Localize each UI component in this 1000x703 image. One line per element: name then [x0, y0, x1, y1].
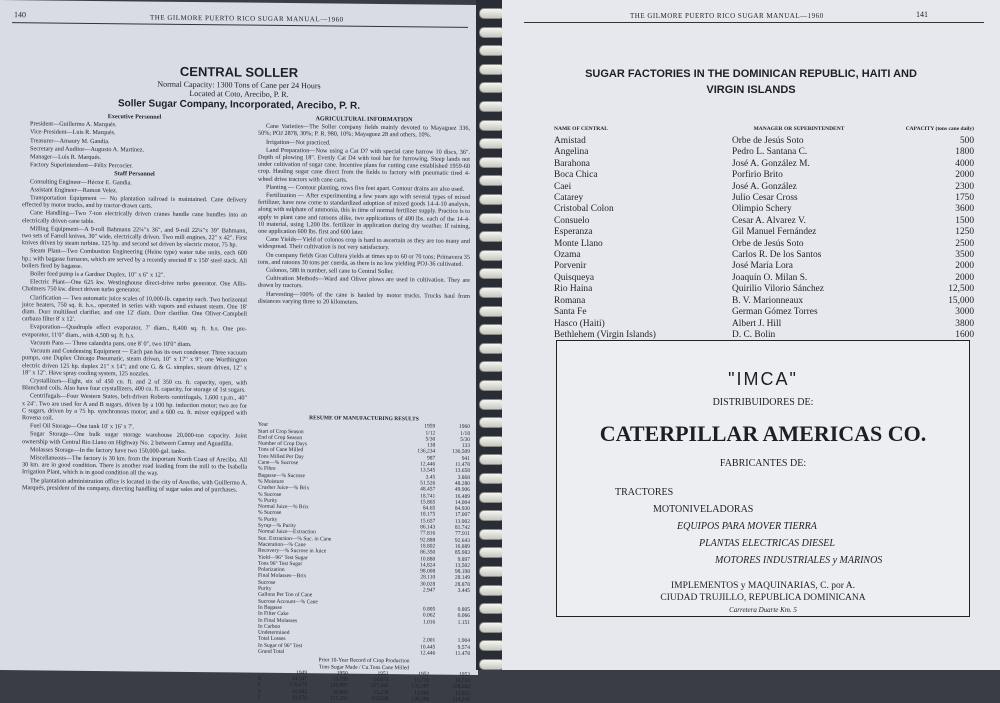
prior-record-cell: 93,076 [291, 695, 308, 702]
manufacturing-value: 92.643 [454, 537, 470, 544]
manufacturing-value: 77.816 [420, 530, 436, 537]
text-paragraph: Electric Plant—One 625 kw. Westinghouse direct-drive turbo generator. One Allis-Chalmers 750 kw. direct driven turbo generator. [22, 278, 247, 294]
manufacturing-value: 941 [461, 455, 470, 462]
text-paragraph: Cane Handling—Two 7-ton electrically driven cranes handle cane bundles into an electrically driven cane table. [22, 209, 247, 225]
text-paragraph: Harvesting—100% of the cane is hauled by motor trucks. Trucks haul from distances varying three to 20 kilometers. [258, 290, 470, 306]
prior-record-cell: C [258, 694, 262, 701]
prior-record-table [258, 670, 470, 703]
text-paragraph: Land Preparation—Now using a Cat D7 with special cane harrow 10 discs, 36". Depth of plowing 18". Evenly Cat D4 with tool bar for furrowing. Steep lands not under cultivation of sugar cane. Incentive plans for cutting cane established 1959-60 crop. Hauling sugar cane direct from the fields to factory with pneumatic tired 4-wheel drive tractors with cane carts. [258, 146, 470, 184]
manufacturing-label: % Moisture [258, 478, 284, 485]
manufacturing-value: 1960 [459, 424, 470, 431]
text-paragraph: Centrifugals—Four Western States, belt-driven Roberts centrifugals, 1,600 r.p.m., 40" x 24". Two are used for A and B sugars, driven by a 100 hp. induction motor; two are for C sugars, driven by a 75 hp. synchronous motor; and a 600 cu. ft. mixer equipped with Rovena coil. [22, 392, 247, 422]
factories-title-line1: SUGAR FACTORIES IN THE DOMINICAN REPUBLIC, HAITI AND [585, 68, 917, 80]
manufacturing-label: Tons Milled Per Day [258, 453, 304, 460]
central-capacity: Normal Capacity: 1300 Tons of Cane per 24 Hours [157, 79, 321, 91]
manufacturing-value: 85.983 [454, 549, 470, 557]
manufacturing-value: 1.016 [422, 618, 436, 626]
text-paragraph: Crystallizers—Eight, six of 450 cu. ft. and 2 of 350 cu. ft. capacity, open, with Blanchard coils. Also have four crystallizers, 400 cu. ft. capacity, for storage of 1st sugars. [22, 377, 247, 394]
factory-row [554, 239, 974, 250]
central-location: Located at Coto, Arecibo, P. R. [189, 88, 289, 100]
manufacturing-label: In Sugar of 96° Test [258, 642, 303, 649]
factory-capacity: 500 [959, 136, 974, 146]
text-paragraph: Boiler feed pump is a Gardner Duplex, 10" x 6" x 12". [30, 270, 165, 279]
prior-record-cell: 15,716 [414, 677, 430, 684]
factory-manager: Orbe de Jesús Soto [732, 136, 804, 146]
factory-row [554, 147, 974, 158]
factory-name: Angelina [554, 147, 589, 158]
text-paragraph: The plantation administration office is located in the city of Arecibo, with Guillermo A. Marqués, president of the company, directing handling of sugar sales and of purchases. [22, 476, 247, 494]
manufacturing-label: Crusher Juice—% Brix [258, 484, 310, 492]
manufacturing-label: Normal Juice—% Brix [258, 503, 309, 511]
text-paragraph: Evaporation—Quadruple effect evaporator, 7' diam., 8,400 sq. ft. h.s. One pre-evaporator, 11'0" diam., with 4,500 sq. ft. h.s. [22, 323, 247, 340]
right-page-number: 141 [916, 10, 928, 19]
prior-record-cell: 1951 [377, 670, 389, 677]
manufacturing-value: 1.151 [457, 619, 470, 626]
prior-record-cell: 130,398 [411, 696, 430, 703]
ad-address: Carretera Duarte Km. 5 [729, 606, 797, 614]
prior-record-cell: 108,063 [452, 684, 470, 691]
section-heading: Executive Personnel [107, 113, 162, 121]
factory-manager: Pedro L. Santana C. [732, 147, 808, 158]
prior-record-title: Prior 10-Year Record of Crop Production [318, 657, 410, 665]
factory-name: Boca Chica [554, 170, 598, 181]
ad-product-1: TRACTORES [615, 487, 674, 498]
factory-name: Monte Llano [554, 238, 603, 249]
prior-record-cell: 14,547 [291, 676, 308, 683]
manufacturing-label: Number of Crop Days [258, 440, 308, 448]
text-paragraph: Cane Varieties—The Soller company fields mainly devoted to Mayaguez 336, 50%; POJ 2878, 30%; P. R. 980, 10%; Mayaguez 28 and others, 10%. [258, 122, 470, 139]
text-paragraph: Clarification — Two automatic juice scales of 10,000-lb. capacity each. Two horizontal juice heaters, 750 sq. ft. h.s., operated in series with vapors and exhaust steam. One 18' diam. Dorr multifeed clarifier, and one 12' diam. Dorr clarifier. One Oliver-Campbell carbaza filter 8' x 12'. [22, 293, 247, 324]
manufacturing-label: Purity [258, 585, 272, 592]
left-running-header: THE GILMORE PUERTO RICO SUGAR MANUAL—1960 [150, 13, 344, 24]
factory-name: Quisqueya [554, 272, 595, 283]
factory-manager: José A. González [732, 181, 797, 192]
factory-row [554, 159, 974, 170]
prior-record-cell: 10,045 [291, 688, 308, 695]
ad-implementos: IMPLEMENTOS y MAQUINARIAS, C. por A. [670, 581, 856, 591]
manufacturing-value: 30.028 [420, 581, 436, 588]
factory-capacity: 2500 [955, 238, 974, 249]
factory-row [554, 204, 974, 215]
factory-name: Hasco (Haiti) [554, 318, 605, 329]
prior-record-row [258, 695, 470, 703]
text-paragraph: Manager—Luis R. Marqués. [30, 153, 102, 162]
manufacturing-value: 16.489 [454, 493, 470, 500]
factory-name: Catarey [554, 193, 584, 204]
manufacturing-value: 13,502 [454, 562, 470, 569]
text-paragraph: On company fields Gran Cultura yields at times up to 60 or 70 tons; Primavera 35 tons, and ratoons 30 tons per cuerda, as there is no low yielding POJ-36 cultivated. [258, 251, 470, 268]
manufacturing-value: 86.143 [420, 524, 436, 531]
manufacturing-value: 86.350 [420, 549, 436, 556]
manufacturing-value: 0.805 [422, 606, 436, 613]
manufacturing-value: 5/30 [425, 436, 436, 443]
manufacturing-label: Suc. Extraction—% Suc. in Cane [258, 535, 332, 543]
factory-manager: Cesar A. Alvarez V. [732, 215, 806, 226]
prior-record-cell: 1952 [418, 671, 430, 678]
manufacturing-value: 13.902 [454, 518, 470, 525]
manufacturing-label: Sucrose Account—% Cane [258, 598, 318, 605]
text-paragraph: Molasses Storage—In the factory have two 150,000-gal. tanks. [30, 446, 187, 455]
factory-row [554, 273, 974, 284]
factory-manager: Quirilio Vilorio Sánchez [732, 284, 824, 295]
manufacturing-value: 48.457 [420, 486, 436, 493]
prior-record-cell: 1953 [459, 671, 470, 678]
factory-capacity: 2000 [955, 261, 974, 272]
factory-capacity: 3500 [955, 250, 974, 261]
manufacturing-label: % Sucrose [258, 510, 282, 517]
manufacturing-value: 81.742 [454, 524, 470, 531]
manufacturing-label: Tons 96° Test Sugar [258, 560, 303, 567]
factory-manager: Olimpio Schery [732, 204, 792, 215]
col-manager-header: MANAGER OR SUPERINTENDENT [753, 126, 845, 132]
factory-name: Porvenir [554, 261, 587, 272]
text-paragraph: Cultivation Methods—Ward and Oliver plows are used in cultivation. They are drawn by tractors. [258, 275, 470, 290]
text-paragraph: Transportation Equipment — No plantation railroad is maintained. Cane delivery effected by motor trucks, and by tractor-drawn carts. [22, 194, 247, 210]
prior-record-cell: 121,281 [329, 695, 348, 702]
manufacturing-label: Recovery—% Sucrose in Juice [258, 547, 327, 555]
manufacturing-label: Gallons Per Ton of Cane [258, 592, 313, 599]
factory-capacity: 1750 [955, 193, 974, 204]
left-header-rule [12, 22, 468, 28]
manufacturing-value: 10.445 [420, 644, 436, 651]
col-name-header: NAME OF CENTRAL [554, 126, 608, 132]
manufacturing-label: Final Molasses—Brix [258, 573, 307, 580]
factory-row [554, 296, 974, 307]
factory-name: Ozama [554, 250, 581, 261]
manufacturing-label: % Purity [258, 516, 278, 523]
manufacturing-label: Normal Juice—Extraction [258, 529, 316, 536]
manufacturing-value: 18.741 [420, 492, 436, 500]
manufacturing-value: 13.545 [420, 467, 436, 474]
manufacturing-value: 84.930 [454, 505, 470, 513]
text-paragraph: Vacuum and Condensing Equipment — Each pan has its own condenser. Three vacuum pumps, one Duplex Chicago Pneumatic, steam driven, 10" x 17" x 9"; one Worthington electric driven 125 hp. duplex 21" x 14"; and one G. & G. simplex, steam driven, 12" x 18" x 12". Have spray cooling system, 125 nozzles. [22, 347, 247, 378]
manufacturing-value: 5/30 [460, 436, 470, 443]
manufacturing-value: 18.175 [420, 511, 436, 519]
factory-name: Santa Fe [554, 307, 587, 318]
prior-record-cell: 13,278 [373, 689, 389, 696]
manufacturing-label: Sucrose [258, 579, 276, 586]
factory-manager: German Gómez Torres [732, 307, 818, 318]
manufacturing-value: 98.198 [454, 568, 470, 576]
manufacturing-value: 9.574 [457, 644, 470, 651]
manufacturing-value: 11.478 [455, 461, 470, 469]
manufacturing-value: 18.802 [420, 543, 436, 550]
manufacturing-label: Syrup—% Purity [258, 522, 297, 530]
prior-record-cell: 127,845 [370, 683, 389, 690]
ad-distribuidores: DISTRIBUIDORES DE: [712, 397, 814, 408]
manufacturing-value: 28.149 [454, 575, 470, 582]
text-paragraph: Consulting Engineer—Héctor E. Gandia. [30, 177, 132, 187]
factory-capacity: 1250 [955, 227, 974, 238]
factory-name: Rio Haina [554, 284, 593, 295]
factory-name: Consuelo [554, 215, 590, 226]
manufacturing-label: In Filter Cake [258, 610, 289, 618]
manufacturing-value: 14,824 [420, 562, 436, 569]
factories-table [554, 126, 974, 341]
factory-name: Caei [554, 181, 572, 192]
prior-record-cell: 14,978 [373, 677, 389, 684]
manufacturing-value: 3.868 [457, 474, 470, 481]
manufacturing-label: Maceration—% Cane [258, 541, 306, 549]
manufacturing-value: 3.445 [457, 587, 470, 594]
manufacturing-value: 14.004 [454, 499, 470, 506]
text-paragraph: Miscellaneous—The factory is 30 km. from the important North Coast of Arecibo. All 30 km. are in good condition. There is another road leading from the mill to the Isabella Irrigation Plant, which is in good condition all the way. [22, 454, 247, 478]
manufacturing-label: % Sucrose [258, 491, 282, 498]
manufacturing-row [258, 649, 470, 658]
manufacturing-results [258, 415, 470, 703]
manufacturing-label: Cane—% Sucrose [258, 459, 299, 467]
prior-record-cell: S [258, 675, 262, 682]
factory-manager: Porfirio Brito [732, 170, 783, 181]
manufacturing-value: 16.889 [454, 543, 470, 550]
text-paragraph: Fuel Oil Storage—One tank 10' x 16' x 7'. [30, 422, 134, 431]
factory-capacity: 3600 [955, 204, 974, 215]
manufacturing-value: 1/12 [425, 430, 436, 437]
manufacturing-label: Yield—96° Test Sugar [258, 554, 308, 561]
manufacturing-label: Grand Total [258, 648, 285, 655]
section-heading: AGRICULTURAL INFORMATION [315, 115, 413, 124]
right-header-rule [524, 22, 984, 23]
manufacturing-value: 1/18 [460, 430, 470, 437]
factory-capacity: 1800 [955, 147, 974, 158]
prior-record-cell: C [258, 682, 262, 689]
central-company: Soller Sugar Company, Incorporated, Arecibo, P. R. [117, 98, 361, 112]
factory-row [554, 193, 974, 204]
factory-capacity: 12,500 [948, 284, 974, 295]
factory-name: Amistad [554, 136, 586, 146]
factory-row [554, 136, 974, 147]
prior-record-cell: 129,878 [289, 682, 308, 689]
manufacturing-value: 17.007 [454, 512, 470, 519]
manufacturing-value: 9.897 [457, 556, 470, 563]
manufacturing-label: In Bagasse [258, 604, 282, 611]
manufacturing-value: 0.062 [422, 612, 436, 619]
manufacturing-value: 49.906 [454, 487, 470, 494]
factory-row [554, 182, 974, 193]
text-paragraph: Cane Yields—Yield of colonos crop is hard to ascertain as they are too many and widespread. Their cultivation is not very satisfactory. [258, 236, 470, 252]
factory-capacity: 1500 [955, 215, 974, 226]
right-column-text [258, 115, 470, 413]
manufacturing-label: Polarization [258, 566, 285, 574]
factory-manager: Albert J. Hill [732, 318, 782, 329]
text-paragraph: Planting — Contour planting, rows five feet apart. Contour drains are also used. [266, 183, 465, 193]
left-page-number: 140 [14, 10, 26, 20]
factory-row [554, 170, 974, 181]
text-paragraph: Vacuum Pans — Three calandria pans, one 8' 0", two 10'0" diam. [30, 339, 192, 348]
text-paragraph: Milling Equipment—A 9-roll Bahmann 22¼"x 36", and 9-roll 22¼"x 39" Bahmann, two sets of Farrell knives, 30" wide, electrically driven. Two mill engines, 22" x 42". First knives driven by steam turbine, 125 hp. and second set driven by electric motor, 75 hp. [22, 225, 247, 249]
text-paragraph: Sugar Storage—One bulk sugar storage warehouse 20,000-ton capacity. Joint ownership with Central Rio Llano on Highway No. 2 between Camuy and Aguadilla. [22, 430, 247, 447]
factory-manager: B. V. Marionneaux [732, 295, 804, 306]
manufacturing-value: 15.865 [420, 499, 436, 506]
manufacturing-label: % Fibre [258, 466, 276, 473]
factory-row [554, 261, 974, 272]
factory-manager: Orbe de Jesús Soto [732, 238, 804, 249]
factory-name: Cristobal Colon [554, 204, 614, 215]
factory-row [554, 227, 974, 238]
manufacturing-value: 10.880 [420, 555, 436, 563]
manufacturing-label: Start of Crop Season [258, 428, 304, 435]
manufacturing-value: 13.658 [454, 468, 470, 475]
manufacturing-value: 98.008 [420, 568, 436, 575]
right-page [502, 0, 1000, 670]
factory-manager: D. C. Bolin [732, 329, 776, 340]
manufacturing-value: 2.947 [422, 587, 436, 594]
factory-name: Romana [554, 295, 586, 306]
manufacturing-value: 1959 [424, 423, 436, 430]
imca-advertisement [556, 340, 970, 617]
manufacturing-value: 28.110 [420, 574, 436, 581]
central-title: CENTRAL SOLLER [179, 63, 299, 81]
manufacturing-title: RESUME OF MANUFACTURING RESULTS [309, 415, 419, 423]
manufacturing-value: 1.904 [457, 638, 470, 645]
factory-row [554, 307, 974, 318]
manufacturing-label: Bagasse—% Sucrose [258, 472, 305, 479]
manufacturing-value: 51.526 [420, 480, 436, 487]
factory-row [554, 284, 974, 295]
factory-row [554, 216, 974, 227]
prior-record-cell: 1949 [296, 669, 308, 677]
factory-capacity: 2000 [955, 272, 974, 283]
col-capacity-header: CAPACITY (tons cane daily) [905, 126, 974, 132]
manufacturing-label: % Purity [258, 497, 278, 504]
left-page [0, 0, 478, 703]
manufacturing-value: 987 [427, 455, 436, 462]
prior-record-cell: 132,387 [411, 683, 430, 690]
manufacturing-value: 12.446 [420, 650, 436, 657]
manufacturing-label: In Final Molasses [258, 617, 298, 624]
manufacturing-value: 138 [427, 442, 436, 449]
manufacturing-value: 84.65 [422, 505, 436, 512]
text-paragraph: Treasurer—Amaury M. Gandia. [30, 136, 110, 145]
manufacturing-value: 28.878 [454, 581, 470, 588]
factories-title-line2: VIRGIN ISLANDS [706, 84, 796, 96]
factory-manager: Carlos R. De los Santos [732, 250, 822, 261]
manufacturing-label: Undetermined [258, 629, 290, 637]
factory-manager: Joaquín O. Milan S. [732, 272, 808, 283]
right-running-header: THE GILMORE PUERTO RICO SUGAR MANUAL—1960 [630, 12, 824, 20]
text-paragraph: President—Guillermo A. Marqués. [30, 120, 117, 129]
manufacturing-value: 48.280 [454, 480, 470, 487]
factory-name: Barahona [554, 158, 590, 169]
prior-record-cell: 1950 [336, 670, 348, 677]
manufacturing-value: 0.066 [457, 612, 470, 620]
left-column-text [22, 112, 247, 669]
prior-record-cell: S [258, 688, 262, 695]
text-paragraph: Steam Plant—Two Combustion Engineering (Heine type) water tube units, each 600 hp.; with bagasse furnaces, which are served by a recently erected 8' x 150' steel stack. All boilers fired by bagasse. [22, 247, 247, 270]
prior-record-cell: 118,538 [370, 695, 389, 703]
text-paragraph: Factory Superintendent—Félix Percocier. [30, 161, 133, 170]
manufacturing-label: In Carbon [258, 623, 281, 630]
manufacturing-value: 92.888 [420, 537, 436, 544]
manufacturing-value: 2.001 [422, 637, 436, 644]
text-paragraph: Assistant Engineer—Ramon Velez. [30, 186, 118, 195]
manufacturing-value: 77.911 [455, 531, 470, 538]
prior-record-cell: 13,799 [332, 676, 348, 683]
manufacturing-value: 12.446 [420, 461, 436, 468]
text-paragraph: Fertilization — After experimenting a few years ago with several types of mixed fertilizer, have now come to standardized adoption of mixed goods 14-4-10 analysis, along with sulphate of ammonia, this in time of normal fertilizer supply. Practice is to apply to plant cane and ratoons alike, two applications of 400 lbs. each of the 14-4-10 material, using 1,200 lbs. fertilizer in application during dry weather. If raining, one application 600 lbs. first and 600 later. [258, 191, 470, 236]
factory-manager: Julio Cesar Cross [732, 193, 798, 204]
factory-capacity: 2000 [955, 170, 974, 181]
ad-brand: "IMCA" [728, 369, 798, 389]
prior-record-subtitle: Tons Sugar Made / Cu.Tons Cane Milled [318, 663, 410, 671]
factory-capacity: 1600 [955, 329, 974, 340]
manufacturing-value: 133 [461, 443, 470, 450]
factory-capacity: 2300 [955, 181, 974, 192]
manufacturing-value: 136,234 [417, 448, 436, 456]
ad-city: CIUDAD TRUJILLO, REPUBLICA DOMINICANA [660, 593, 866, 603]
manufacturing-label: Year [258, 421, 269, 429]
factory-row [554, 319, 974, 330]
prior-record-cell: 12,012 [454, 690, 470, 697]
ad-company: CATERPILLAR AMERICAS CO. [599, 421, 927, 446]
factory-capacity: 3800 [955, 318, 974, 329]
ad-product-5: MOTORES INDUSTRIALES y MARINOS [715, 555, 883, 566]
prior-record-cell: 13,733 [454, 677, 470, 685]
manufacturing-value: 136,509 [452, 449, 470, 456]
ad-product-3: EQUIPOS PARA MOVER TIERRA [677, 521, 817, 532]
manufacturing-label: Total Losses [258, 636, 286, 643]
ad-product-4: PLANTAS ELECTRICAS DIESEL [699, 538, 835, 549]
manufacturing-label: Tons of Cane Milled [258, 447, 304, 454]
manufacturing-table [258, 422, 470, 657]
section-heading: Staff Personnel [114, 170, 155, 179]
prior-record-cell: 120,897 [329, 682, 348, 690]
factory-capacity: 4000 [955, 158, 974, 169]
text-paragraph: Colonos, 580 in number, sell cane to Central Soller. [266, 266, 394, 276]
text-paragraph: Secretary and Auditor—Augusto A. Martínez. [30, 145, 145, 154]
factory-capacity: 3000 [955, 307, 974, 318]
prior-record-cell: 10,865 [332, 689, 348, 696]
factory-name: Bethlehem (Virgin Islands) [554, 329, 656, 340]
ad-product-2: MOTONIVELADORAS [653, 504, 754, 515]
manufacturing-value: 15.657 [420, 518, 436, 525]
manufacturing-value: 11.478 [455, 650, 470, 657]
text-paragraph: Irrigation—Not practiced. [266, 138, 331, 147]
manufacturing-value: 0.805 [457, 606, 470, 613]
factory-name: Esperanza [554, 227, 593, 238]
prior-record-cell: 13,060 [414, 690, 430, 697]
prior-record-cell: 114,245 [452, 696, 470, 703]
manufacturing-value: 3.45 [425, 474, 436, 481]
factory-manager: José A. González M. [732, 158, 810, 169]
text-paragraph: Vice-President—Luis R. Marqués. [30, 128, 116, 137]
ad-fabricantes: FABRICANTES DE: [719, 458, 807, 469]
factory-capacity: 15,000 [948, 295, 974, 306]
factory-row [554, 250, 974, 261]
manufacturing-label: End of Crop Season [258, 434, 303, 442]
factory-manager: José María Lora [732, 261, 793, 272]
factory-manager: Gil Manuel Fernández [732, 227, 817, 238]
